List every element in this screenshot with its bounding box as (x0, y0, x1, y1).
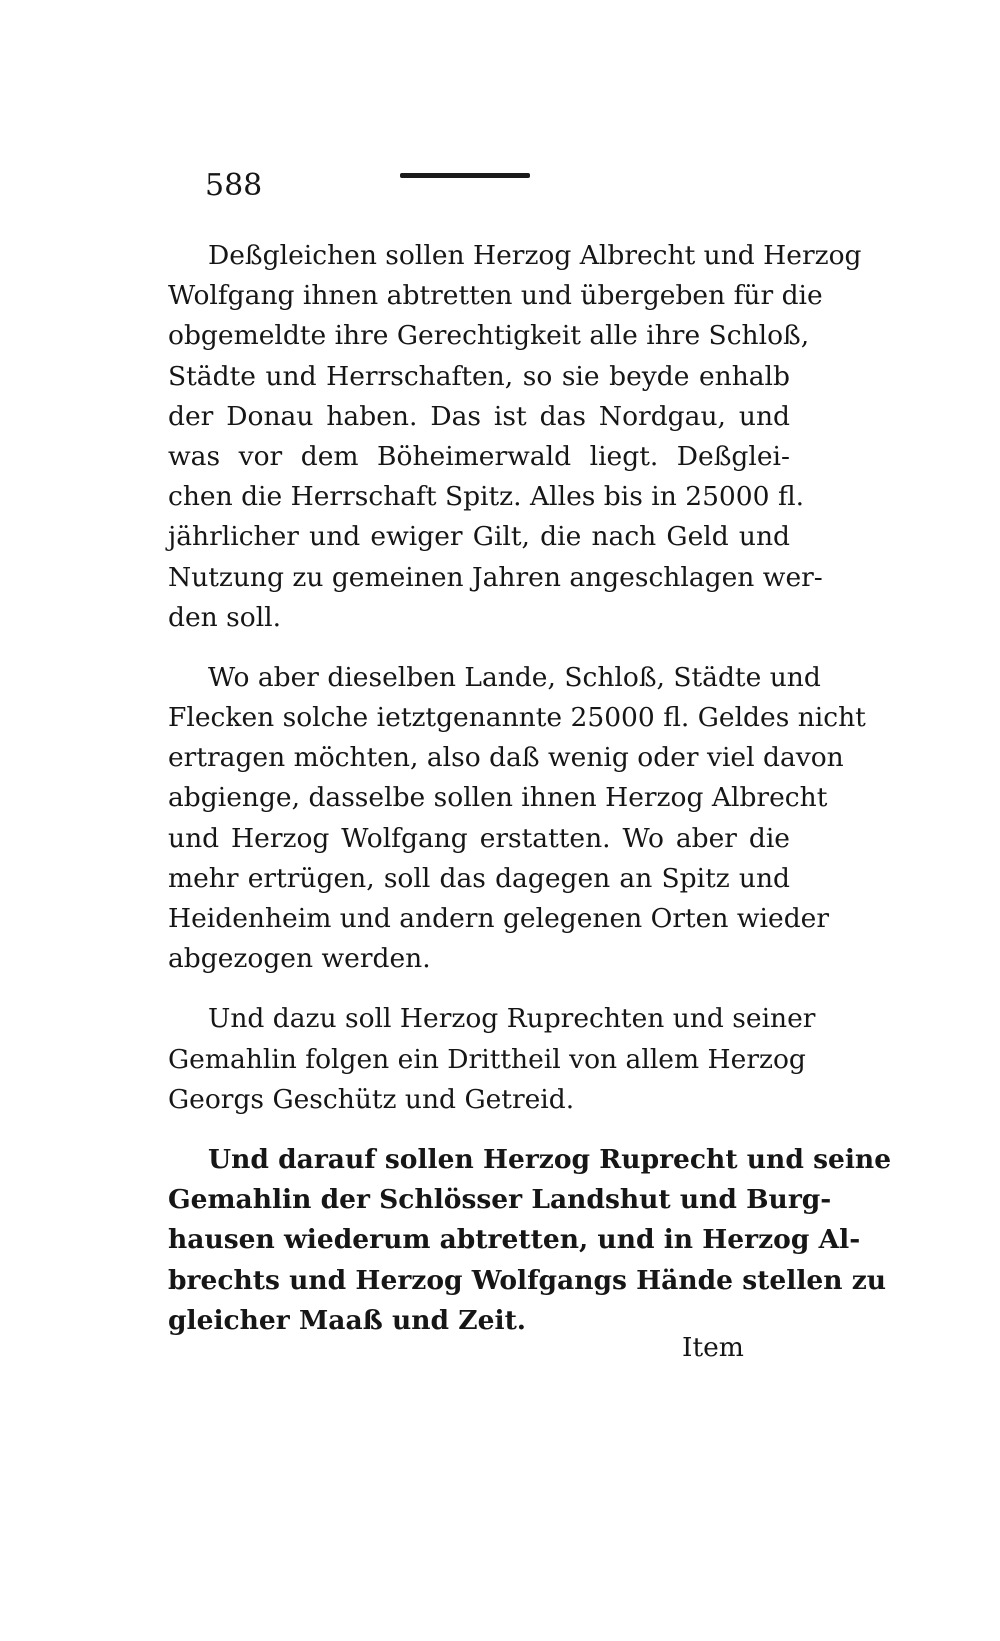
text-line: chen die Herrschaft Spitz. Alles bis in 25000 fl. (168, 481, 805, 513)
text-line: und Herzog Wolfgang erstatten. Wo aber die (168, 822, 790, 854)
paragraph-4 (168, 1140, 892, 1341)
text-line: obgemeldte ihre Gerechtigkeit alle ihre Schloß, (168, 320, 810, 352)
text-line: jährlicher und ewiger Gilt, die nach Geld und (168, 521, 790, 553)
text-line: brechts und Herzog Wolfgangs Hände stellen zu (168, 1264, 887, 1296)
text-line: Und darauf sollen Herzog Ruprecht und seine (208, 1143, 892, 1175)
text-line: gleicher Maaß und Zeit. (168, 1304, 527, 1336)
text-line: mehr ertrügen, soll das dagegen an Spitz und (168, 862, 790, 894)
paragraph-gap (168, 979, 790, 999)
text-line: abgezogen werden. (168, 943, 431, 975)
text-line: Nutzung zu gemeinen Jahren angeschlagen wer- (168, 561, 823, 593)
text-line: Flecken solche ietztgenannte 25000 fl. Geldes nicht (168, 702, 866, 734)
catchword: Item (682, 1332, 744, 1363)
page-number: 588 (205, 168, 263, 203)
text-line: abgienge, dasselbe sollen ihnen Herzog Albrecht (168, 782, 828, 814)
header-rule (400, 173, 530, 178)
text-line: Gemahlin der Schlösser Landshut und Burg- (168, 1184, 832, 1216)
body-text (168, 236, 892, 1341)
text-line: der Donau haben. Das ist das Nordgau, und (168, 400, 790, 432)
text-line: hausen wiederum abtretten, und in Herzog Al- (168, 1224, 861, 1256)
text-line: Georgs Geschütz und Getreid. (168, 1083, 575, 1115)
text-line: Wolfgang ihnen abtretten und übergeben für die (168, 280, 823, 312)
paragraph-gap (168, 638, 790, 658)
text-line: Wo aber dieselben Lande, Schloß, Städte und (208, 661, 821, 693)
text-line: Gemahlin folgen ein Drittheil von allem Herzog (168, 1043, 806, 1075)
paragraph-gap (168, 1120, 790, 1140)
text-line: ertragen möchten, also daß wenig oder viel davon (168, 742, 844, 774)
paragraph-3 (168, 999, 816, 1120)
paragraph-2 (168, 658, 866, 980)
paragraph-1 (168, 236, 862, 638)
text-line: was vor dem Böheimerwald liegt. Deßglei- (168, 440, 790, 472)
text-line: Städte und Herrschaften, so sie beyde enhalb (168, 360, 790, 392)
text-line: Deßgleichen sollen Herzog Albrecht und Herzog (208, 240, 862, 271)
text-line: Heidenheim und andern gelegenen Orten wieder (168, 903, 830, 934)
text-line: Und dazu soll Herzog Ruprechten und seiner (208, 1003, 816, 1035)
text-line: den soll. (168, 601, 282, 633)
